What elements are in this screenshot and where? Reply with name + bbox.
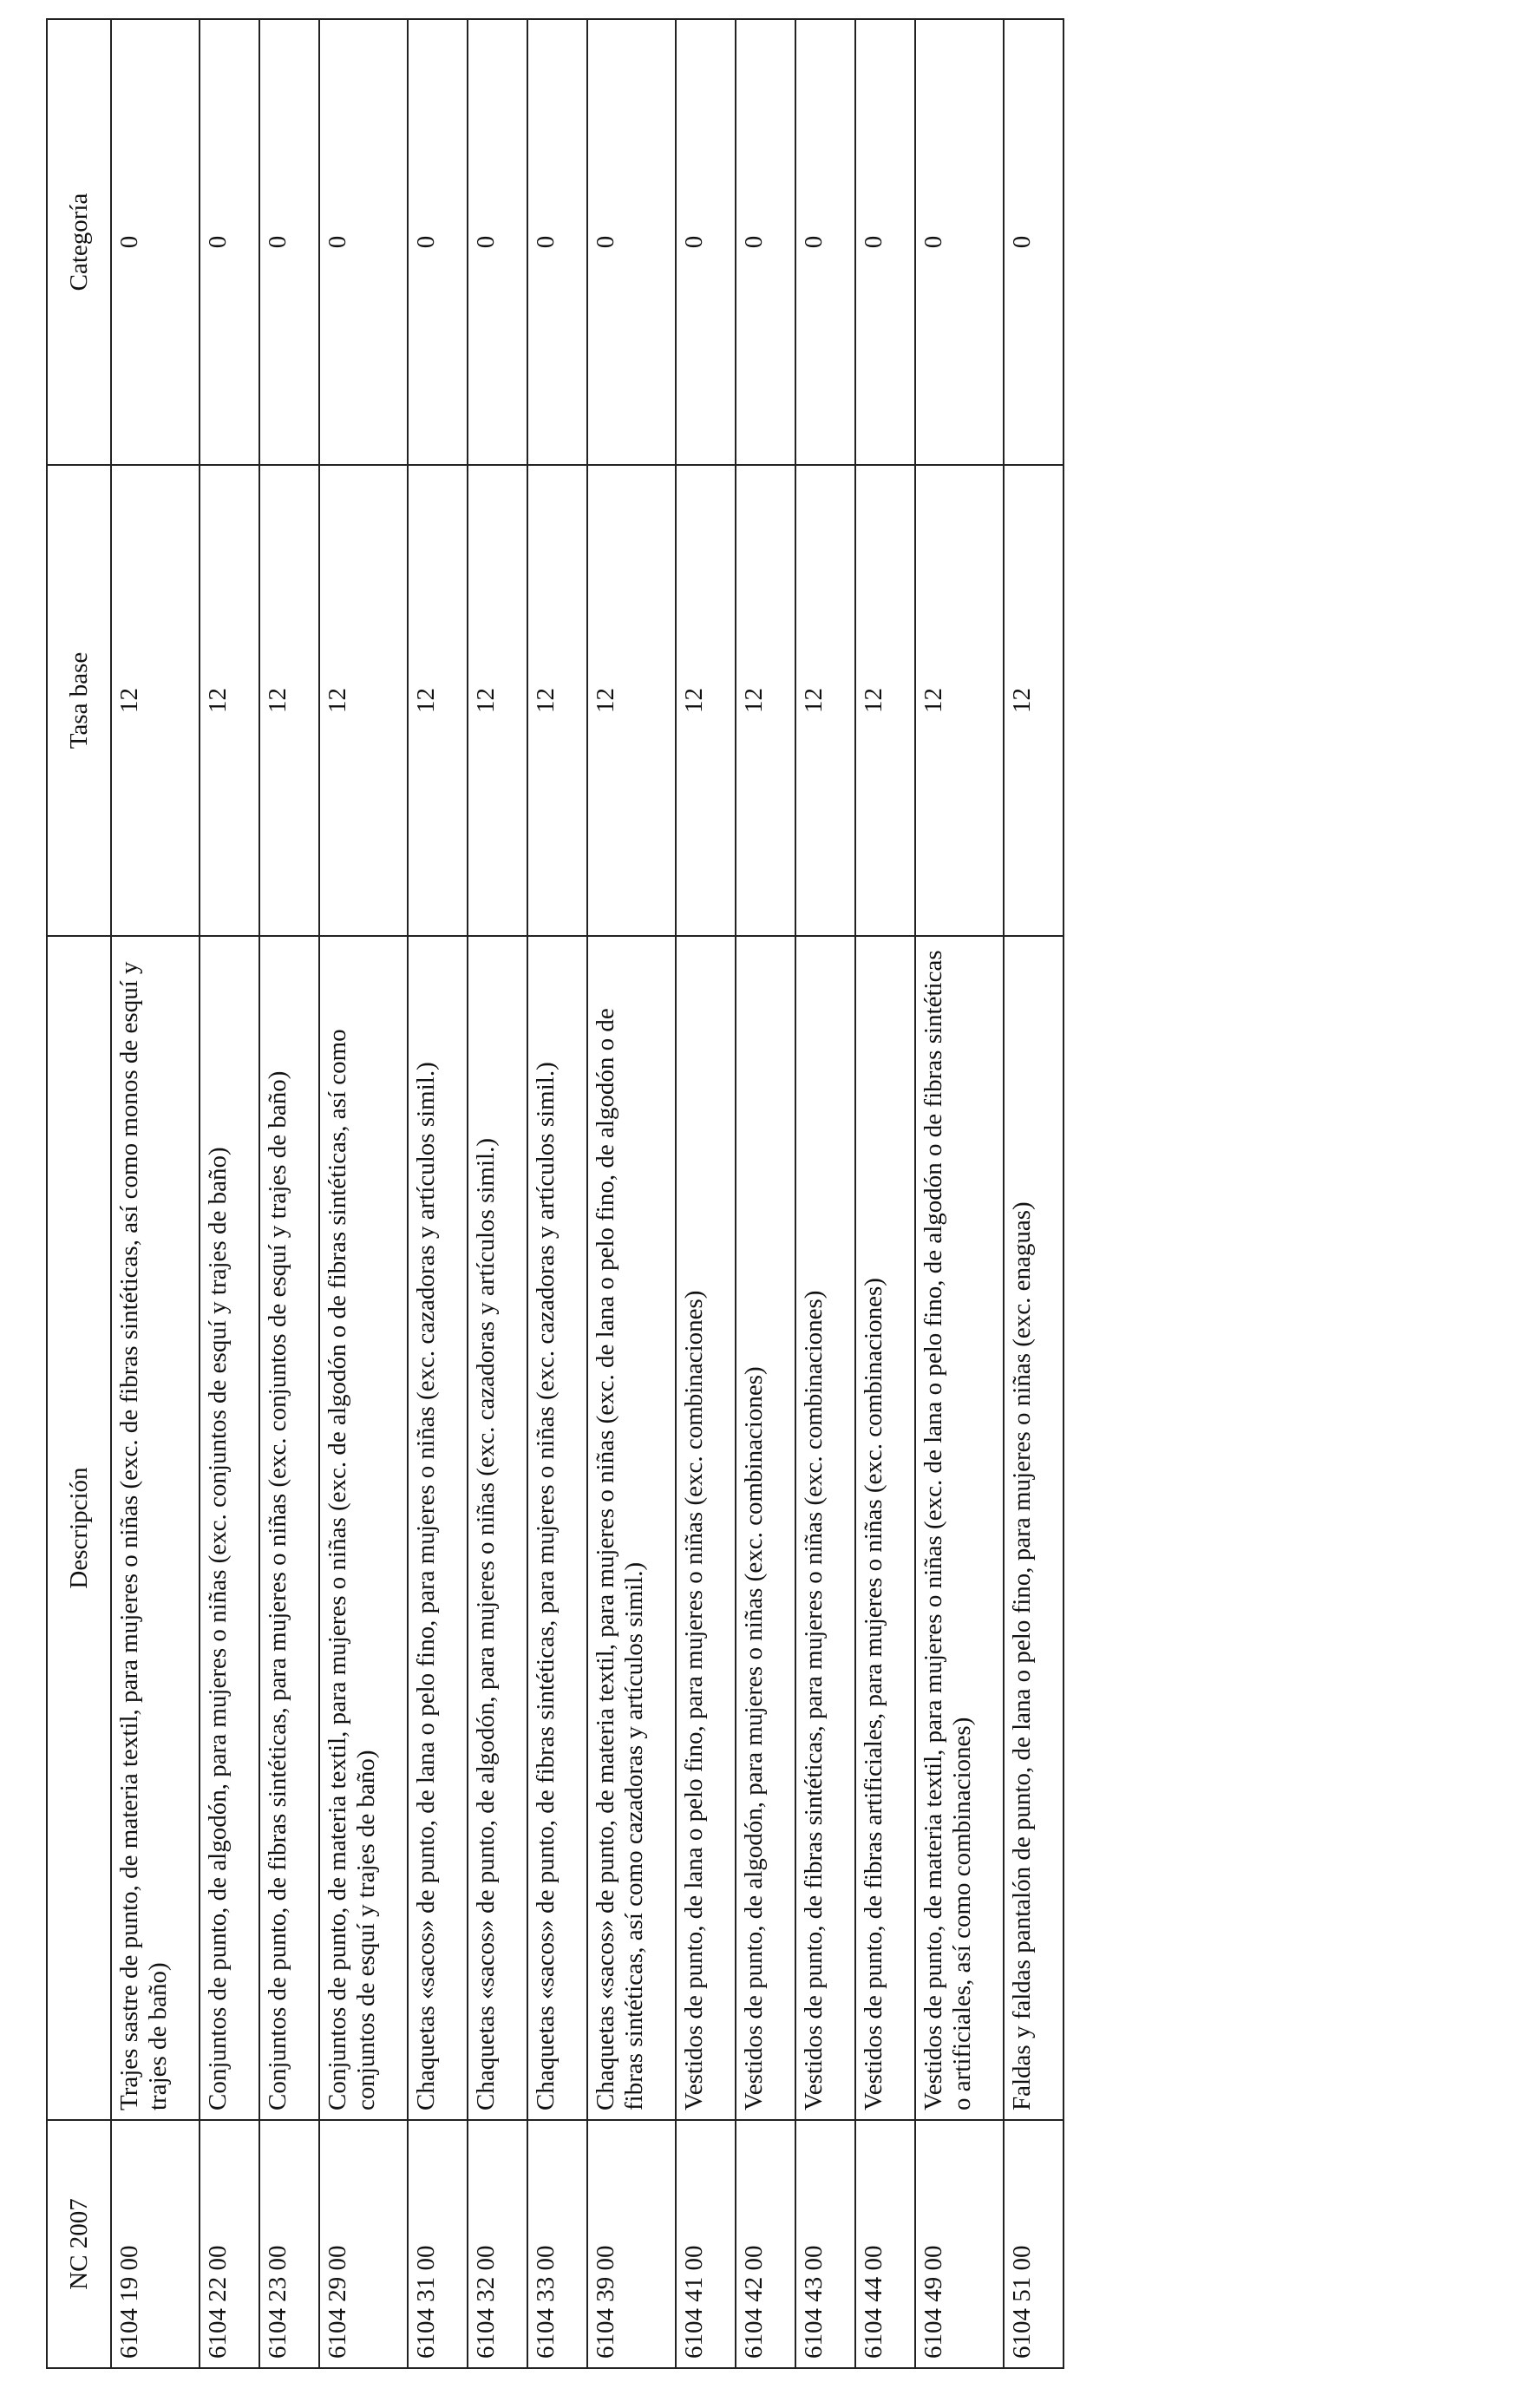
cell-code: 6104 19 00 bbox=[111, 2120, 200, 2368]
cell-category: 0 bbox=[111, 19, 200, 465]
cell-description: Vestidos de punto, de fibras artificiales, para mujeres o niñas (exc. combinaciones) bbox=[855, 936, 915, 2120]
cell-category: 0 bbox=[915, 19, 1004, 465]
cell-description: Vestidos de punto, de algodón, para mujeres o niñas (exc. combinaciones) bbox=[736, 936, 795, 2120]
cell-rate: 12 bbox=[587, 465, 676, 936]
cell-description: Chaquetas «sacos» de punto, de fibras sintéticas, para mujeres o niñas (exc. cazadoras y artículos simil.) bbox=[527, 936, 587, 2120]
cell-code: 6104 43 00 bbox=[795, 2120, 855, 2368]
table-row bbox=[676, 19, 736, 2368]
rotated-page bbox=[46, 20, 1064, 2369]
cell-category: 0 bbox=[527, 19, 587, 465]
cell-rate: 12 bbox=[736, 465, 795, 936]
cell-rate: 12 bbox=[1004, 465, 1064, 936]
table-row bbox=[855, 19, 915, 2368]
cell-description: Vestidos de punto, de lana o pelo fino, para mujeres o niñas (exc. combinaciones) bbox=[676, 936, 736, 2120]
table-row bbox=[1004, 19, 1064, 2368]
cell-rate: 12 bbox=[259, 465, 319, 936]
table-body bbox=[111, 19, 1064, 2368]
cell-description: Faldas y faldas pantalón de punto, de lana o pelo fino, para mujeres o niñas (exc. enaguas) bbox=[1004, 936, 1064, 2120]
cell-category: 0 bbox=[795, 19, 855, 465]
cell-category: 0 bbox=[408, 19, 468, 465]
table-row bbox=[111, 19, 200, 2368]
cell-rate: 12 bbox=[915, 465, 1004, 936]
cell-description: Conjuntos de punto, de fibras sintéticas, para mujeres o niñas (exc. conjuntos de esquí y trajes de baño) bbox=[259, 936, 319, 2120]
cell-code: 6104 39 00 bbox=[587, 2120, 676, 2368]
cell-category: 0 bbox=[319, 19, 408, 465]
table-row bbox=[527, 19, 587, 2368]
cell-code: 6104 44 00 bbox=[855, 2120, 915, 2368]
cell-rate: 12 bbox=[200, 465, 259, 936]
cell-code: 6104 31 00 bbox=[408, 2120, 468, 2368]
table-row bbox=[587, 19, 676, 2368]
header-description: Descripción bbox=[47, 936, 111, 2120]
cell-description: Conjuntos de punto, de algodón, para mujeres o niñas (exc. conjuntos de esquí y trajes de baño) bbox=[200, 936, 259, 2120]
cell-rate: 12 bbox=[111, 465, 200, 936]
cell-category: 0 bbox=[736, 19, 795, 465]
header-rate: Tasa base bbox=[47, 465, 111, 936]
cell-description: Trajes sastre de punto, de materia textil, para mujeres o niñas (exc. de fibras sintéticas, así como monos de esquí y trajes de baño) bbox=[111, 936, 200, 2120]
cell-description: Chaquetas «sacos» de punto, de materia textil, para mujeres o niñas (exc. de lana o pelo fino, de algodón o de fibras sintéticas, así como cazadoras y artículos simil.) bbox=[587, 936, 676, 2120]
cell-category: 0 bbox=[200, 19, 259, 465]
cell-code: 6104 41 00 bbox=[676, 2120, 736, 2368]
cell-code: 6104 49 00 bbox=[915, 2120, 1004, 2368]
cell-rate: 12 bbox=[676, 465, 736, 936]
cell-rate: 12 bbox=[468, 465, 527, 936]
cell-rate: 12 bbox=[855, 465, 915, 936]
cell-category: 0 bbox=[259, 19, 319, 465]
table-row bbox=[795, 19, 855, 2368]
cell-category: 0 bbox=[1004, 19, 1064, 465]
cell-category: 0 bbox=[468, 19, 527, 465]
tariff-table bbox=[46, 18, 1064, 2369]
cell-description: Vestidos de punto, de fibras sintéticas, para mujeres o niñas (exc. combinaciones) bbox=[795, 936, 855, 2120]
cell-description: Chaquetas «sacos» de punto, de lana o pelo fino, para mujeres o niñas (exc. cazadoras y artículos simil.) bbox=[408, 936, 468, 2120]
table-row bbox=[736, 19, 795, 2368]
cell-code: 6104 23 00 bbox=[259, 2120, 319, 2368]
cell-description: Chaquetas «sacos» de punto, de algodón, para mujeres o niñas (exc. cazadoras y artículos simil.) bbox=[468, 936, 527, 2120]
cell-rate: 12 bbox=[795, 465, 855, 936]
cell-code: 6104 29 00 bbox=[319, 2120, 408, 2368]
table-row bbox=[200, 19, 259, 2368]
cell-description: Vestidos de punto, de materia textil, para mujeres o niñas (exc. de lana o pelo fino, de algodón o de fibras sintéticas o artificiales, así como combinaciones) bbox=[915, 936, 1004, 2120]
cell-rate: 12 bbox=[408, 465, 468, 936]
cell-description: Conjuntos de punto, de materia textil, para mujeres o niñas (exc. de algodón o de fibras sintéticas, así como conjuntos de esquí y trajes de baño) bbox=[319, 936, 408, 2120]
cell-code: 6104 32 00 bbox=[468, 2120, 527, 2368]
header-row bbox=[47, 19, 111, 2368]
cell-category: 0 bbox=[855, 19, 915, 465]
cell-code: 6104 42 00 bbox=[736, 2120, 795, 2368]
table-row bbox=[915, 19, 1004, 2368]
cell-code: 6104 33 00 bbox=[527, 2120, 587, 2368]
header-category: Categoría bbox=[47, 19, 111, 465]
cell-rate: 12 bbox=[527, 465, 587, 936]
table-row bbox=[259, 19, 319, 2368]
cell-category: 0 bbox=[587, 19, 676, 465]
cell-rate: 12 bbox=[319, 465, 408, 936]
cell-code: 6104 22 00 bbox=[200, 2120, 259, 2368]
cell-category: 0 bbox=[676, 19, 736, 465]
cell-code: 6104 51 00 bbox=[1004, 2120, 1064, 2368]
header-code: NC 2007 bbox=[47, 2120, 111, 2368]
table-row bbox=[408, 19, 468, 2368]
table-row bbox=[319, 19, 408, 2368]
table-row bbox=[468, 19, 527, 2368]
